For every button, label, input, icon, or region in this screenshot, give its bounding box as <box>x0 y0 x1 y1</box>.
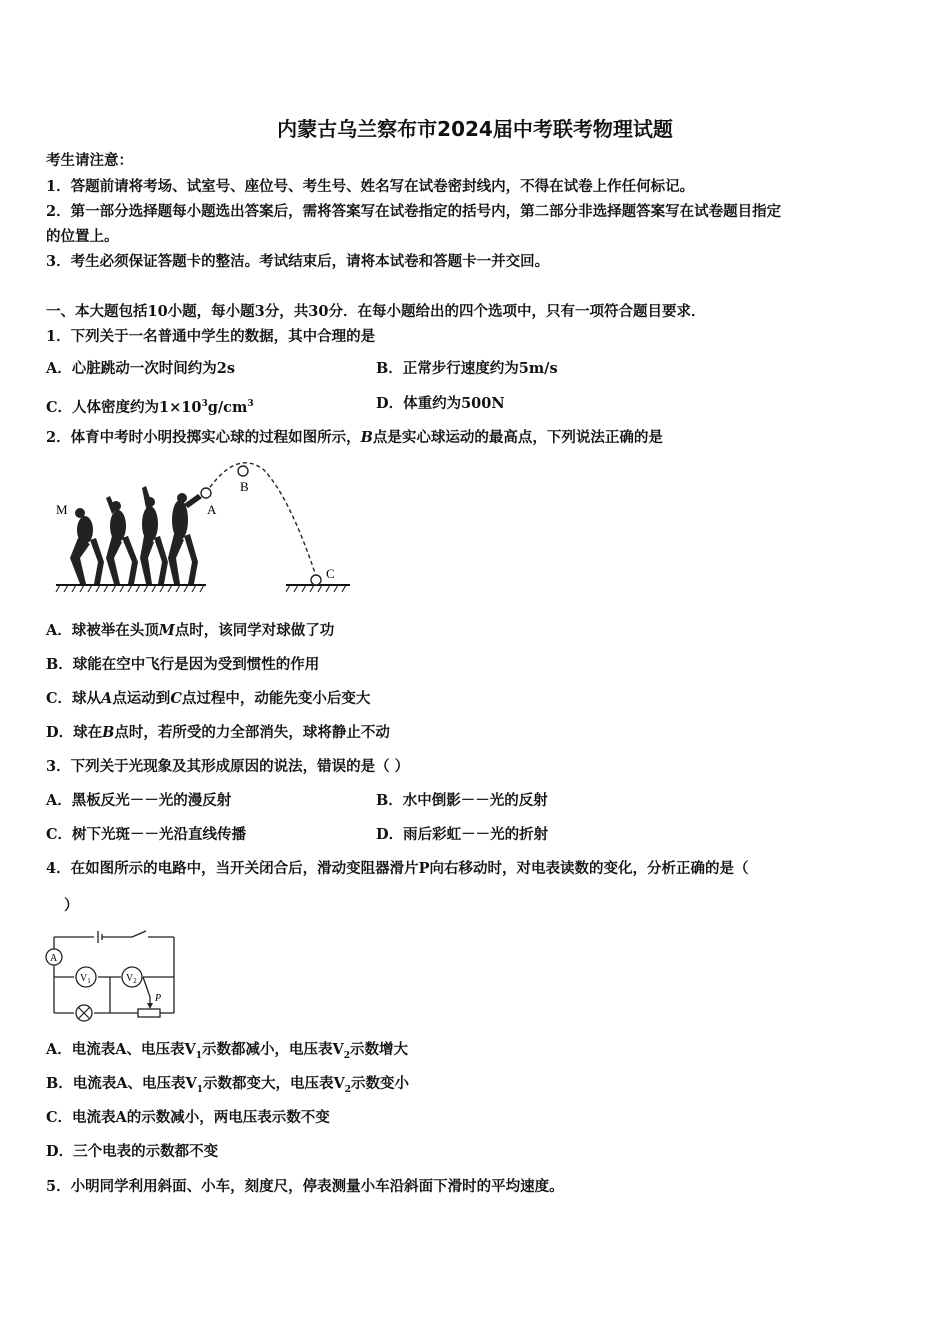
q1-option-b: B．正常步行速度约为5m/s <box>376 360 558 377</box>
athlete-sequence-icon <box>70 486 202 584</box>
q5-stem: 5．小明同学利用斜面、小车，刻度尺，停表测量小车沿斜面下滑时的平均速度。 <box>46 1178 564 1195</box>
q3-option-d: D．雨后彩虹－－光的折射 <box>376 826 549 843</box>
ball-a-icon <box>201 488 211 498</box>
q4-option-a: A．电流表A、电压表$V_1$示数都减小，电压表$V_2$示数增大 <box>46 1041 409 1061</box>
q1-option-a: A．心脏跳动一次时间约为2s <box>46 360 236 377</box>
q4-stem: 4．在如图所示的电路中，当开关闭合后，滑动变阻器滑片P向右移动时，对电表读数的变化，分析正确的是（ <box>46 860 749 877</box>
q1-stem: 1．下列关于一名普通中学生的数据，其中合理的是 <box>46 328 376 345</box>
page-title: 内蒙古乌兰察布市2024届中考联考物理试题 <box>277 117 673 141</box>
q4-option-c: C．电流表A的示数减小，两电压表示数不变 <box>46 1109 330 1126</box>
svg-text:P: P <box>155 993 162 1004</box>
notice-item-3: 3．考生必须保证答题卡的整洁。考试结束后，请将本试卷和答题卡一并交回。 <box>46 253 550 270</box>
q1-option-c: C．人体密度约为$1\times 10^3g/cm^3$ <box>46 398 254 416</box>
svg-text:V2: $V_2$ <box>126 973 137 985</box>
ball-b-icon <box>238 466 248 476</box>
svg-text:V1: $V_1$ <box>80 973 91 985</box>
q2-option-c: C．球从A点运动到C点过程中，动能先变小后变大 <box>46 690 371 707</box>
shot-put-figure <box>50 458 360 600</box>
circuit-diagram <box>42 925 182 1025</box>
q4-option-b: B．电流表A、电压表$V_1$示数都变大，电压表$V_2$示数变小 <box>46 1075 410 1095</box>
q4-option-d: D．三个电表的示数都不变 <box>46 1143 219 1160</box>
label-a: A <box>207 502 217 517</box>
label-c: C <box>326 566 335 581</box>
svg-text:A: A <box>50 953 58 964</box>
q2-stem: 2．体育中考时小明投掷实心球的过程如图所示，B点是实心球运动的最高点，下列说法正确的是 <box>46 429 663 446</box>
notice-item-1: 1．答题前请将考场、试室号、座位号、考生号、姓名写在试卷密封线内，不得在试卷上作任何标记。 <box>46 178 695 195</box>
notice-item-2: 2．第一部分选择题每小题选出答案后，需将答案写在试卷指定的括号内，第二部分非选择题答案写在试卷题目指定 <box>46 203 782 220</box>
label-b: B <box>240 479 249 494</box>
q2-option-a: A．球被举在头顶M点时，该同学对球做了功 <box>46 622 335 639</box>
ball-c-icon <box>311 575 321 585</box>
q2-option-d: D．球在B点时，若所受的力全部消失，球将静止不动 <box>46 724 390 741</box>
section-heading: 一、本大题包括10小题，每小题3分，共30分．在每小题给出的四个选项中，只有一项符合题目要求． <box>46 303 706 320</box>
q4-stem-close: ） <box>64 897 79 914</box>
q2-option-b: B．球能在空中飞行是因为受到惯性的作用 <box>46 656 320 673</box>
q1-option-d: D．体重约为500N <box>376 395 505 412</box>
q3-option-c: C．树下光斑－－光沿直线传播 <box>46 826 247 843</box>
q3-stem: 3．下列关于光现象及其形成原因的说法，错误的是（ ） <box>46 758 410 775</box>
label-m: M <box>56 502 68 517</box>
q3-option-b: B．水中倒影－－光的反射 <box>376 792 548 809</box>
notice-item-2-cont: 的位置上。 <box>46 228 119 245</box>
notice-heading: 考生请注意： <box>46 152 133 169</box>
q3-option-a: A．黑板反光－－光的漫反射 <box>46 792 232 809</box>
